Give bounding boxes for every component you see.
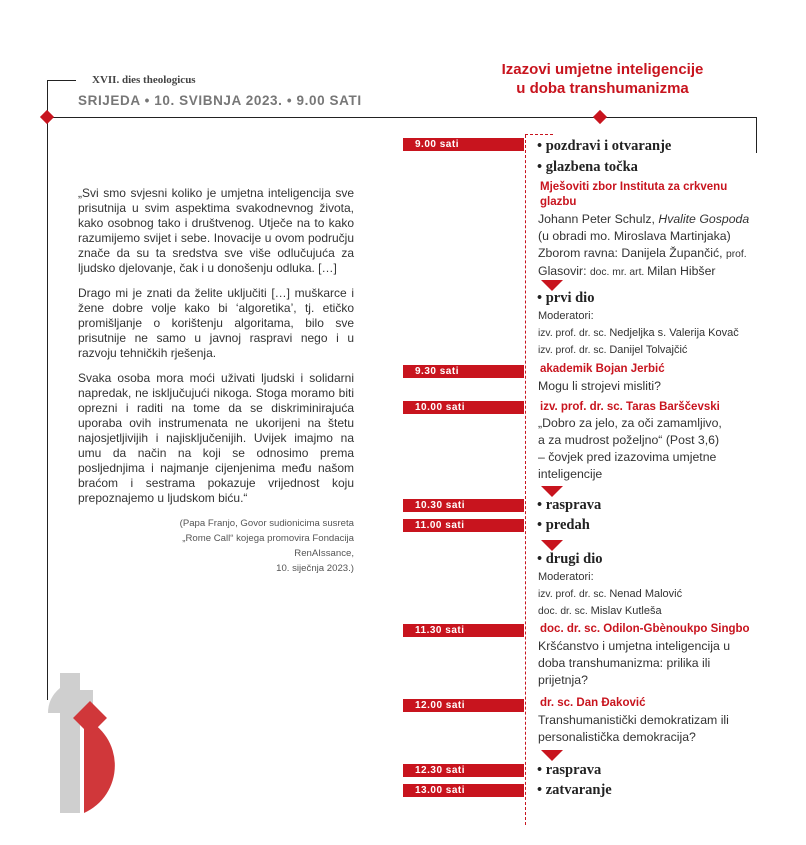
choir-name: Mješoviti zbor Instituta za crkvenu glazbu — [540, 181, 728, 208]
time-badge: 13.00 sati — [403, 784, 524, 797]
talk-title: Mogu li strojevi misliti? — [538, 379, 661, 393]
speaker: izv. prof. dr. sc. Taras Barščevski — [540, 401, 720, 413]
quote-paragraph: „Svi smo svjesni koliko je umjetna inteligencija sve prisutnija u svim aspektima svakodnevnog života, kako osobnog tako i društvenog. Utječe na to kako razumijemo svijet i sebe. Inovacije u ovom području znače da su ta sredstva sve više odlučujuća za ljudsko djelovanje, čak i u donošenju odluka. […] — [78, 186, 354, 275]
source-line: 10. siječnja 2023.) — [276, 563, 354, 574]
quote-source — [152, 516, 354, 576]
triangle-down-icon — [541, 750, 563, 761]
title-line: Izazovi umjetne inteligencije — [501, 61, 704, 78]
talk-title: Kršćanstvo i umjetna inteligencija u doba transhumanizma: prilika ili prijetnja? — [538, 639, 731, 687]
talk-title: Transhumanistički demokratizam ili personalistička demokracija? — [538, 713, 729, 744]
speaker: dr. sc. Dan Đaković — [540, 697, 646, 709]
speaker: doc. dr. sc. Odilon-Gbènoukpo Singbo — [540, 623, 750, 635]
moderators: Moderatori: izv. prof. dr. sc. Nedjeljka s. Valerija Kovač izv. prof. dr. sc. Danijel Tolvajčić — [538, 310, 739, 356]
music-details: Johann Peter Schulz, Hvalite Gospoda (u obradi mo. Miroslava Martinjaka) Zborom ravna: Danijela Župančić, prof. Glasovir: doc. mr. art. Milan Hibšer — [538, 212, 750, 278]
title-line: u doba transhumanizma — [516, 80, 689, 97]
page-title — [480, 60, 725, 98]
divider — [48, 80, 76, 81]
divider — [47, 80, 48, 700]
program-item: • prvi dio — [537, 290, 595, 306]
logo — [48, 668, 138, 818]
source-line: (Papa Franjo, Govor sudionicima susreta — [179, 518, 354, 529]
divider — [48, 117, 757, 118]
program-item: • glazbena točka — [537, 159, 638, 175]
time-badge: 12.30 sati — [403, 764, 524, 777]
program-item: • rasprava — [537, 762, 602, 778]
series-label: XVII. dies theologicus — [92, 74, 196, 86]
time-badge: 10.30 sati — [403, 499, 524, 512]
timeline-line — [525, 135, 526, 825]
timeline-cap — [525, 134, 553, 135]
time-badge: 12.00 sati — [403, 699, 524, 712]
program-item: • pozdravi i otvaranje — [537, 138, 672, 154]
program-item: • rasprava — [537, 497, 602, 513]
divider — [756, 117, 757, 153]
program-item: • drugi dio — [537, 551, 603, 567]
date-line: SRIJEDA • 10. SVIBNJA 2023. • 9.00 SATI — [78, 93, 362, 108]
time-badge: 11.00 sati — [403, 519, 524, 532]
triangle-down-icon — [541, 540, 563, 551]
quote-paragraph: Drago mi je znati da želite uključiti […] muškarce i žene dobre volje kako bi ‘algoretika’, tj. etičko promišljanje o korištenju algoritama, bilo sve prisutnije ne samo u javnoj raspravi nego i u razvoju tehničkih rješenja. — [78, 286, 354, 360]
diamond-icon — [40, 110, 54, 124]
time-badge: 10.00 sati — [403, 401, 524, 414]
quote-paragraph: Svaka osoba mora moći uživati ljudski i solidarni napredak, ne isključujući nikoga. Stoga moramo biti oprezni i raditi na tome da se diskriminirajuća uporaba ovih instrumenata ne ukorijeni na štetu najosjetljivijih i najisključenijih. Uvijek imajmo na umu da način na koji se odnosimo prema posljednjima i najmanje cijenjenima među našom braćom i sestrama pokazuje vrijednost koju prepoznajemo u ljudskom biću.“ — [78, 371, 354, 505]
time-badge: 9.30 sati — [403, 365, 524, 378]
speaker: akademik Bojan Jerbić — [540, 363, 665, 375]
quote-column — [78, 186, 354, 576]
time-badge: 9.00 sati — [403, 138, 524, 151]
talk-title: „Dobro za jelo, za oči zamamljivo, a za mudrost poželjno“ (Post 3,6) – čovjek pred izazovima umjetne inteligencije — [538, 416, 722, 481]
triangle-down-icon — [541, 486, 563, 497]
diamond-icon — [593, 110, 607, 124]
time-badge: 11.30 sati — [403, 624, 524, 637]
program-item: • predah — [537, 517, 590, 533]
quote — [78, 186, 354, 506]
source-line: „Rome Call“ kojega promovira Fondacija RenAIssance, — [182, 533, 354, 559]
moderators: Moderatori: izv. prof. dr. sc. Nenad Malović doc. dr. sc. Mislav Kutleša — [538, 571, 683, 617]
program-item: • zatvaranje — [537, 782, 612, 798]
